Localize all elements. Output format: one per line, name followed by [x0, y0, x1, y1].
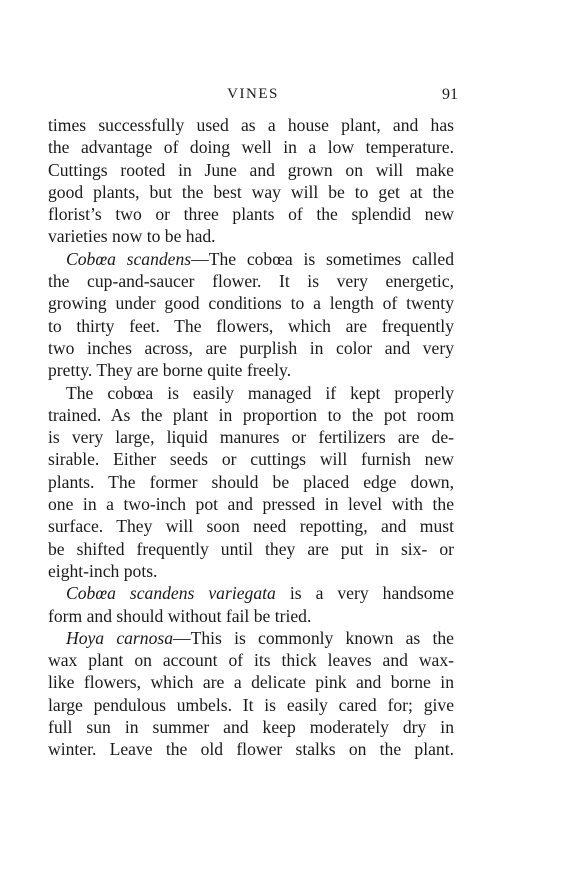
page-number: 91: [442, 86, 458, 103]
text-line: winter. Leave the old flower stalks on the plant.: [48, 739, 454, 760]
body-text: [48, 114, 454, 761]
text-line: growing under good conditions to a length of twenty: [48, 293, 454, 314]
text-line: [48, 248, 454, 270]
text-line: trained. As the plant in proportion to the pot room: [48, 404, 454, 425]
species-name: Cobœa scandens variegata: [66, 583, 276, 604]
species-name: Cobœa scandens: [66, 248, 192, 269]
text-line: form and should without fail be tried.: [48, 605, 312, 626]
text-line: pretty. They are borne quite freely.: [48, 360, 292, 381]
text-run: is a very handsome: [275, 583, 454, 604]
text-line: times successfully used as a house plant, and has: [48, 115, 454, 135]
text-line: full sun in summer and keep moderately dry in: [48, 717, 454, 738]
text-line: varieties now to be had.: [48, 226, 216, 247]
page-title: VINES: [227, 86, 279, 102]
text-line: good plants, but the best way will be to get at the: [48, 181, 454, 202]
text-line: [48, 582, 454, 604]
running-head: [48, 86, 458, 110]
text-run: —The cobœa is sometimes called: [191, 248, 454, 269]
text-line: the cup-and-saucer flower. It is very energetic,: [48, 271, 454, 292]
text-line: wax plant on account of its thick leaves and wax-: [48, 650, 454, 671]
text-line: florist’s two or three plants of the splendid new: [48, 204, 454, 225]
text-line: two inches across, are purplish in color and very: [48, 337, 454, 358]
text-line: The cobœa is easily managed if kept properly: [66, 382, 454, 403]
text-line: the advantage of doing well in a low temperature.: [48, 137, 454, 158]
text-line: eight-inch pots.: [48, 560, 158, 581]
text-line: large pendulous umbels. It is easily cared for; give: [48, 694, 454, 715]
text-run: —This is commonly known as the: [173, 627, 454, 648]
text-line: plants. The former should be placed edge down,: [48, 471, 454, 492]
text-line: [48, 627, 454, 649]
text-line: like flowers, which are a delicate pink and borne in: [48, 672, 454, 693]
text-line: is very large, liquid manures or fertilizers are de-: [48, 427, 454, 448]
text-line: be shifted frequently until they are put in six- or: [48, 538, 454, 559]
text-line: to thirty feet. The flowers, which are frequently: [48, 315, 454, 336]
text-line: sirable. Either seeds or cuttings will furnish new: [48, 449, 454, 470]
text-line: surface. They will soon need repotting, and must: [48, 516, 454, 537]
text-line: Cuttings rooted in June and grown on will make: [48, 159, 454, 180]
text-line: one in a two-inch pot and pressed in level with the: [48, 494, 454, 515]
species-name: Hoya carnosa: [66, 627, 174, 648]
